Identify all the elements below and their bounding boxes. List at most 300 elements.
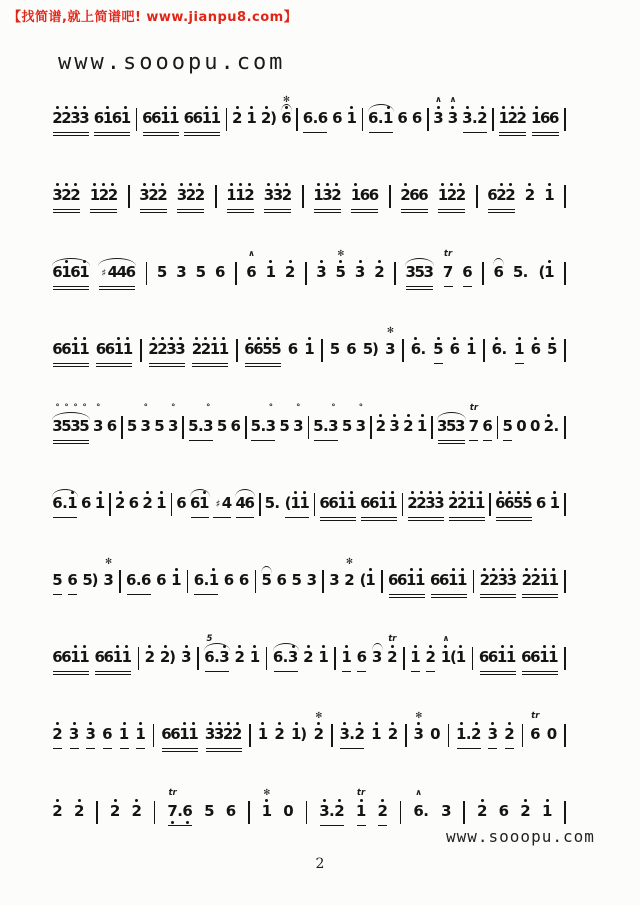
note-char: 6 bbox=[539, 109, 551, 127]
barline bbox=[306, 801, 308, 824]
note-char: 1 bbox=[68, 480, 77, 516]
note-char: 6 bbox=[61, 340, 72, 358]
beam-underline bbox=[53, 671, 89, 672]
barline bbox=[245, 416, 247, 439]
note-char: 3 bbox=[436, 417, 448, 435]
barline bbox=[187, 570, 189, 593]
note-char: 2 bbox=[62, 95, 71, 131]
barline bbox=[154, 801, 156, 824]
note-char: ( bbox=[359, 571, 367, 589]
score-line bbox=[52, 92, 567, 138]
note-char: 2 bbox=[286, 249, 295, 285]
barline bbox=[564, 493, 566, 516]
barline bbox=[296, 108, 298, 131]
note-char: 6 bbox=[93, 109, 105, 127]
note-group bbox=[284, 480, 310, 523]
note-char: 6 bbox=[493, 263, 504, 281]
note-group bbox=[148, 326, 186, 369]
note-char: 1 bbox=[209, 557, 218, 593]
barline bbox=[564, 108, 566, 131]
note-char: 1 bbox=[292, 711, 301, 747]
note-group bbox=[102, 711, 113, 754]
note-char: 6 bbox=[52, 648, 63, 666]
score-line bbox=[52, 477, 567, 523]
note-char: 1 bbox=[379, 480, 388, 516]
note-char: 3 bbox=[86, 711, 95, 747]
note-group bbox=[482, 403, 493, 446]
note-char: 1 bbox=[507, 634, 516, 670]
note-char: ) bbox=[371, 340, 379, 358]
note-char: 6 bbox=[223, 571, 235, 589]
note-group bbox=[449, 326, 460, 369]
note-char: ° 3 bbox=[93, 403, 104, 435]
note-char: 6 bbox=[319, 494, 330, 512]
note-group bbox=[246, 95, 257, 138]
note-char: 2 bbox=[544, 403, 553, 439]
note-char: ( bbox=[538, 263, 546, 281]
barline bbox=[497, 416, 499, 439]
note-char: 3 bbox=[320, 788, 329, 824]
note-group bbox=[524, 172, 535, 215]
note-char: 3 bbox=[435, 480, 444, 516]
note-char: 1 bbox=[291, 480, 300, 516]
beam-underline bbox=[245, 363, 281, 364]
barline bbox=[402, 339, 404, 362]
beam-underline bbox=[96, 366, 132, 367]
note-group bbox=[433, 95, 444, 138]
jianpu8-promo-banner[interactable]: 【找简谱,就上简谱吧! www.jianpu8.com】 bbox=[8, 10, 298, 25]
note-char: 5 bbox=[434, 326, 443, 362]
note-char: 3 bbox=[220, 634, 229, 670]
note-char: 2 bbox=[378, 788, 387, 824]
note-char: 5 bbox=[204, 802, 215, 820]
beam-underline bbox=[314, 212, 341, 213]
beam-underline bbox=[357, 825, 366, 826]
note-char: 5 bbox=[263, 326, 272, 362]
note-char: 3 bbox=[423, 263, 434, 281]
note-char: 1 bbox=[543, 788, 552, 824]
note-char: 6 bbox=[272, 648, 284, 666]
note-char: ° 3 bbox=[70, 403, 81, 435]
note-char: 4 bbox=[107, 263, 119, 281]
note-char: 0 bbox=[430, 725, 441, 743]
note-group bbox=[388, 557, 426, 600]
note-group bbox=[281, 95, 292, 138]
note-char: 2 bbox=[332, 172, 341, 208]
beam-underline bbox=[194, 594, 218, 595]
note-char: 2 bbox=[531, 557, 540, 593]
barline bbox=[128, 185, 130, 208]
beam-underline bbox=[96, 363, 132, 364]
note-char: ♯ bbox=[101, 268, 107, 279]
note-group bbox=[303, 634, 314, 677]
note-char: ) bbox=[91, 571, 99, 589]
note-char: 0 bbox=[516, 417, 527, 435]
note-group bbox=[261, 788, 272, 831]
note-char: 1 bbox=[113, 634, 122, 670]
note-char: 3 bbox=[356, 249, 365, 285]
note-char: 6 bbox=[104, 340, 116, 358]
beam-underline bbox=[342, 671, 351, 672]
note-group bbox=[495, 480, 533, 523]
beam-underline bbox=[136, 748, 145, 749]
note-group bbox=[261, 557, 272, 600]
note-group bbox=[204, 634, 230, 677]
note-char: ) bbox=[300, 725, 308, 743]
note-char: 2 bbox=[201, 326, 210, 362]
note-char: 6 bbox=[128, 494, 140, 512]
note-char: ° 3 bbox=[355, 403, 367, 435]
note-char: 3 bbox=[488, 711, 497, 747]
barline bbox=[109, 493, 111, 516]
beam-underline bbox=[505, 748, 514, 749]
note-char: 1 bbox=[71, 634, 80, 670]
beam-underline bbox=[227, 209, 254, 210]
note-char: 6 bbox=[369, 494, 380, 512]
note-char: 6 bbox=[102, 725, 113, 743]
note-char: tr 7 bbox=[468, 403, 480, 435]
slur-arc bbox=[368, 104, 394, 112]
note-char: ✻ 2 bbox=[344, 557, 355, 589]
barline bbox=[522, 724, 524, 747]
note-char: 3 bbox=[167, 326, 176, 362]
note-char: 1 bbox=[161, 95, 170, 131]
note-group bbox=[341, 634, 352, 677]
note-char: 1 bbox=[550, 480, 559, 516]
note-char: 2 bbox=[525, 172, 534, 208]
note-char: 3 bbox=[317, 249, 326, 285]
beam-underline bbox=[53, 366, 89, 367]
note-char: 2 bbox=[53, 95, 62, 131]
note-group bbox=[318, 634, 329, 677]
note-group bbox=[142, 95, 180, 138]
note-char: ∧ 3 bbox=[447, 95, 459, 127]
score-line bbox=[52, 169, 567, 215]
note-char: 6 bbox=[396, 571, 408, 589]
note-char: 5 bbox=[414, 263, 425, 281]
note-group bbox=[538, 249, 555, 292]
note-group bbox=[487, 711, 498, 754]
note-char: 1 bbox=[540, 634, 549, 670]
note-char: 6 bbox=[52, 340, 63, 358]
note-group bbox=[498, 95, 527, 138]
note-group bbox=[479, 557, 517, 600]
barline bbox=[314, 493, 316, 516]
note-char: 5 bbox=[195, 263, 207, 281]
note-char: ✻ 3 bbox=[385, 326, 396, 358]
note-char: ° 3 bbox=[265, 403, 277, 435]
note-char: ° 5 bbox=[79, 403, 90, 435]
note-group bbox=[110, 788, 121, 831]
note-group bbox=[502, 403, 513, 446]
note-group bbox=[279, 403, 290, 446]
note-group bbox=[498, 788, 509, 831]
note-char: 1 bbox=[258, 711, 267, 747]
note-group bbox=[356, 634, 367, 677]
note-char: ( bbox=[450, 648, 457, 666]
beam-underline bbox=[53, 209, 80, 210]
beam-underline bbox=[90, 212, 117, 213]
note-char: 1 bbox=[90, 172, 99, 208]
beam-underline bbox=[53, 594, 62, 595]
barline bbox=[473, 570, 475, 593]
note-char: . bbox=[471, 109, 478, 127]
note-char: 1 bbox=[347, 480, 356, 516]
barline bbox=[564, 647, 566, 670]
beam-underline bbox=[251, 440, 275, 441]
note-group bbox=[536, 480, 547, 523]
note-char: 6 bbox=[482, 417, 493, 435]
note-char: 2 bbox=[376, 403, 385, 439]
note-char: ° 5 bbox=[61, 403, 72, 435]
beam-underline bbox=[351, 209, 378, 210]
beam-underline bbox=[340, 748, 364, 749]
note-char: 1 bbox=[80, 249, 89, 285]
note-group bbox=[176, 480, 187, 523]
note-char: 2 bbox=[161, 634, 170, 670]
note-char: 0 bbox=[283, 802, 294, 820]
beam-underline bbox=[408, 520, 444, 521]
note-group bbox=[468, 403, 479, 446]
note-char: ✻ 1 bbox=[261, 788, 273, 820]
note-char: 3 bbox=[289, 634, 298, 670]
score-line bbox=[52, 631, 567, 677]
note-group bbox=[410, 634, 421, 677]
note-group bbox=[447, 95, 458, 138]
note-char: 2 bbox=[245, 172, 254, 208]
note-char: 6 bbox=[302, 109, 314, 127]
note-char: ) bbox=[169, 648, 177, 666]
note-char: 6 bbox=[151, 109, 162, 127]
beam-underline bbox=[149, 366, 185, 367]
beam-underline bbox=[401, 212, 428, 213]
note-group bbox=[433, 326, 444, 369]
note-char: 2 bbox=[417, 480, 426, 516]
beam-underline bbox=[227, 212, 254, 213]
beam-underline bbox=[303, 132, 327, 133]
note-char: ✻ 6 bbox=[281, 95, 292, 127]
note-char: . bbox=[553, 417, 560, 435]
beam-underline bbox=[351, 212, 378, 213]
note-char: 3 bbox=[507, 557, 516, 593]
note-group bbox=[293, 403, 304, 446]
note-group bbox=[368, 95, 394, 138]
note-group bbox=[407, 480, 445, 523]
note-char: 3 bbox=[264, 172, 273, 208]
note-char: 6 bbox=[498, 802, 510, 820]
note-char: 6 bbox=[492, 326, 501, 362]
beam-underline bbox=[469, 440, 478, 441]
barline bbox=[321, 339, 323, 362]
note-group bbox=[443, 249, 454, 292]
note-group bbox=[355, 249, 366, 292]
note-group bbox=[226, 172, 255, 215]
note-group bbox=[52, 172, 81, 215]
note-group bbox=[413, 711, 424, 754]
note-group bbox=[319, 480, 357, 523]
beam-underline bbox=[206, 748, 242, 749]
note-char: ✻ 2 bbox=[313, 711, 325, 743]
note-char: . bbox=[329, 802, 335, 820]
note-char: 6 bbox=[478, 648, 490, 666]
note-group bbox=[93, 95, 131, 138]
beam-underline bbox=[438, 212, 465, 213]
note-group bbox=[215, 249, 226, 292]
note-char: 2 bbox=[143, 480, 152, 516]
barline bbox=[370, 416, 372, 439]
note-char: 2 bbox=[62, 172, 71, 208]
note-group bbox=[389, 403, 400, 446]
note-group bbox=[332, 95, 343, 138]
note-char: 2 bbox=[111, 788, 120, 824]
note-group bbox=[531, 95, 560, 138]
beam-underline bbox=[488, 748, 497, 749]
note-char: 5 bbox=[548, 326, 557, 362]
barline bbox=[235, 262, 237, 285]
note-group bbox=[181, 634, 192, 677]
note-char: 2 bbox=[235, 634, 244, 670]
note-group bbox=[52, 557, 63, 600]
note-char: 6 bbox=[418, 186, 429, 204]
barline bbox=[427, 108, 429, 131]
note-char: ° 3 bbox=[52, 403, 63, 435]
note-char: 6 bbox=[225, 802, 237, 820]
note-char: 2 bbox=[388, 711, 397, 747]
note-char: 1 bbox=[305, 326, 314, 362]
beam-underline bbox=[408, 517, 444, 518]
note-char: 6 bbox=[531, 326, 540, 362]
sooopu-watermark-bottom: www.sooopu.com bbox=[446, 827, 595, 846]
note-group bbox=[342, 403, 353, 446]
note-char: ♯ bbox=[215, 499, 221, 510]
note-group bbox=[346, 95, 357, 138]
barline bbox=[302, 185, 304, 208]
note-char: 1 bbox=[210, 326, 219, 362]
note-group bbox=[291, 711, 308, 754]
note-group bbox=[549, 480, 560, 523]
barline bbox=[255, 570, 257, 593]
note-char: ° 3 bbox=[203, 403, 214, 435]
note-char: 1 bbox=[319, 634, 328, 670]
note-char: 2 bbox=[522, 557, 531, 593]
beam-underline bbox=[103, 748, 112, 749]
note-char: . bbox=[420, 340, 427, 358]
note-char: 6 bbox=[142, 109, 153, 127]
note-char: 3 bbox=[80, 95, 89, 131]
note-group bbox=[204, 788, 215, 831]
beam-underline bbox=[389, 594, 425, 595]
beam-underline bbox=[53, 286, 89, 287]
note-char: . bbox=[522, 263, 529, 281]
note-char: 1 bbox=[456, 634, 465, 670]
note-char: . bbox=[177, 802, 183, 820]
note-char: 5 bbox=[272, 326, 281, 362]
note-group bbox=[225, 788, 236, 831]
note-group bbox=[477, 788, 488, 831]
note-char: 6 bbox=[238, 571, 250, 589]
note-group bbox=[456, 711, 482, 754]
beam-underline bbox=[90, 209, 117, 210]
note-char: 6 bbox=[535, 494, 547, 512]
note-char: 3 bbox=[498, 557, 507, 593]
beam-underline bbox=[143, 132, 179, 133]
barline bbox=[394, 262, 396, 285]
note-group bbox=[128, 480, 139, 523]
note-group bbox=[344, 557, 355, 600]
score-line bbox=[52, 708, 567, 754]
score-line bbox=[52, 246, 567, 292]
note-group bbox=[52, 788, 63, 831]
beam-underline bbox=[184, 132, 220, 133]
barline bbox=[197, 647, 199, 670]
note-group bbox=[81, 480, 92, 523]
note-char: 1 bbox=[62, 249, 71, 285]
note-char: 1 bbox=[266, 249, 275, 285]
barline bbox=[266, 647, 268, 670]
note-char: 6 bbox=[94, 648, 105, 666]
note-char: 1 bbox=[123, 326, 132, 362]
barline bbox=[236, 339, 238, 362]
note-char: 2 bbox=[262, 95, 271, 131]
note-char: . bbox=[465, 725, 472, 743]
note-char: ∧ 1 bbox=[440, 634, 452, 666]
barline bbox=[472, 647, 474, 670]
note-group bbox=[144, 634, 155, 677]
beam-underline bbox=[320, 517, 356, 518]
note-char: 6 bbox=[368, 186, 380, 204]
slur-arc bbox=[437, 412, 466, 420]
barline bbox=[564, 339, 566, 362]
note-group bbox=[142, 480, 153, 523]
barline bbox=[564, 570, 566, 593]
note-char: 6 bbox=[61, 648, 72, 666]
note-char: 1 bbox=[96, 480, 105, 516]
note-char: ✻ 3 bbox=[103, 557, 114, 589]
beam-underline bbox=[488, 209, 515, 210]
note-group bbox=[316, 249, 327, 292]
beam-underline bbox=[320, 825, 344, 826]
beam-underline bbox=[522, 674, 558, 675]
note-char: 6 bbox=[106, 417, 118, 435]
barline bbox=[182, 416, 184, 439]
beam-underline bbox=[245, 366, 281, 367]
note-char: tr 2 bbox=[387, 634, 398, 666]
beam-underline bbox=[120, 748, 129, 749]
note-char: 2 bbox=[158, 326, 167, 362]
barline bbox=[215, 185, 217, 208]
note-char: 2 bbox=[186, 172, 195, 208]
note-char: 1 bbox=[227, 172, 236, 208]
note-group bbox=[168, 403, 179, 446]
note-group bbox=[313, 711, 324, 754]
note-char: 1 bbox=[545, 249, 554, 285]
note-group bbox=[119, 711, 130, 754]
note-char: 5 bbox=[329, 340, 341, 358]
barline bbox=[564, 185, 566, 208]
note-group bbox=[265, 249, 276, 292]
note-char: ∧ 6 bbox=[246, 249, 257, 281]
note-char: 5 bbox=[261, 571, 272, 589]
note-group bbox=[261, 95, 278, 138]
note-char: 5 bbox=[126, 417, 138, 435]
note-group bbox=[375, 403, 386, 446]
note-char: 6 bbox=[487, 648, 499, 666]
note-char: 5 bbox=[512, 263, 524, 281]
barline bbox=[476, 185, 478, 208]
note-group bbox=[362, 326, 379, 369]
beam-underline bbox=[140, 209, 167, 210]
slur-arc bbox=[273, 643, 299, 651]
